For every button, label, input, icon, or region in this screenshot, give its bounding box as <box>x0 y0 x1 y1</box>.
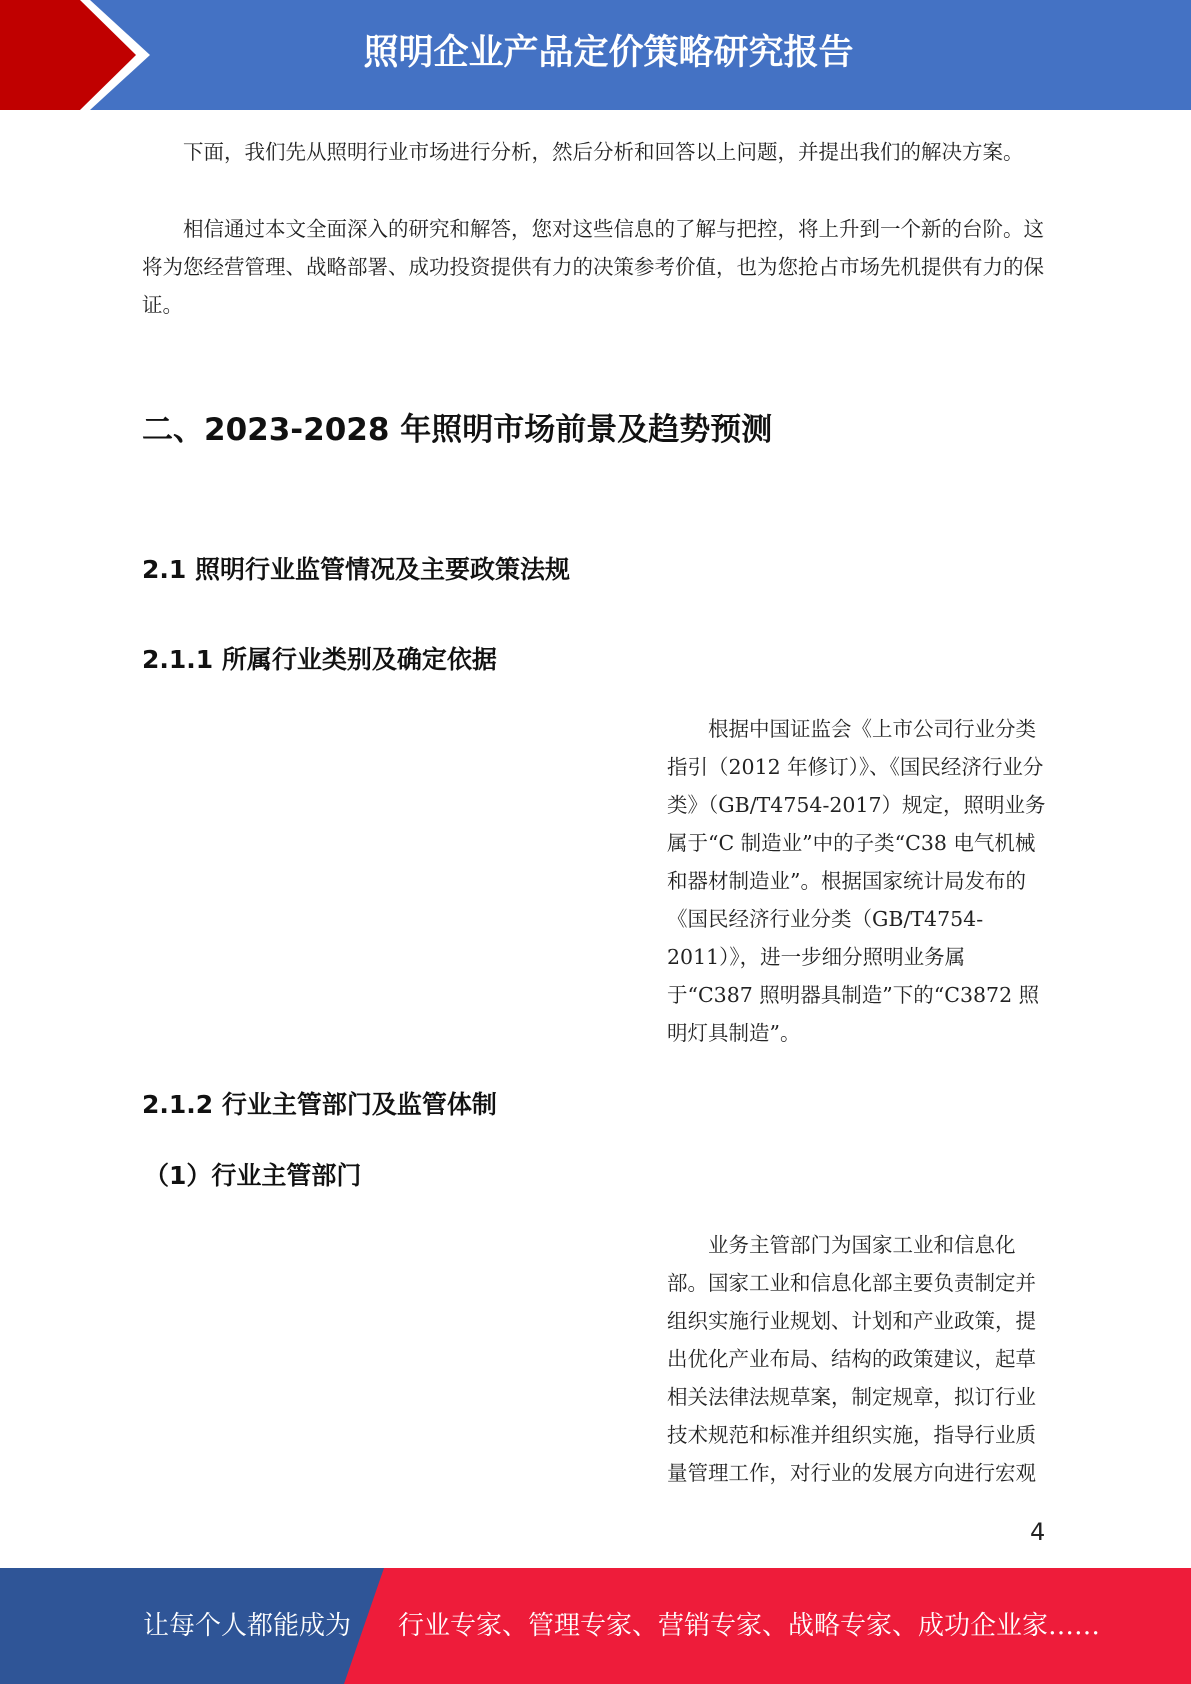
subsection-heading-authority: （1）行业主管部门 <box>144 1161 362 1190</box>
authority-paragraph: 业务主管部门为国家工业和信息化部。国家工业和信息化部主要负责制定并组织实施行业规划、计划和产业政策，提出优化产业布局、结构的政策建议，起草相关法律法规草案，制定规章，拟订行业技术规范和标准并组织实施，指导行业质量管理工作，对行业的发展方向进行宏观 <box>667 1233 1036 1485</box>
subsection-heading-2-1: 2.1 照明行业监管情况及主要政策法规 <box>142 555 570 584</box>
intro-paragraph-2: 相信通过本文全面深入的研究和解答，您对这些信息的了解与把控，将上升到一个新的台阶。这将为您经营管理、战略部署、成功投资提供有力的决策参考价值，也为您抢占市场先机提供有力的保证。 <box>142 217 1044 317</box>
footer-slogan-left: 让每个人都能成为 <box>143 1611 352 1641</box>
subsection-heading-2-1-1: 2.1.1 所属行业类别及确定依据 <box>142 645 497 674</box>
subsection-heading-2-1-2: 2.1.2 行业主管部门及监管体制 <box>142 1090 497 1119</box>
report-title: 照明企业产品定价策略研究报告 <box>363 33 854 73</box>
section-heading: 二、2023-2028 年照明市场前景及趋势预测 <box>142 412 773 448</box>
intro-paragraph-1: 下面，我们先从照明行业市场进行分析，然后分析和回答以上问题，并提出我们的解决方案。 <box>183 140 1024 164</box>
page-number: 4 <box>1030 1518 1046 1546</box>
page-footer <box>0 1568 1191 1684</box>
footer-slogan-right: 行业专家、管理专家、营销专家、战略专家、成功企业家…… <box>398 1611 1101 1641</box>
page-header <box>0 0 1191 110</box>
industry-classification-paragraph: 根据中国证监会《上市公司行业分类指引（2012 年修订）》、《国民经济行业分类》（GB/T4754-2017）规定，照明业务属于“C 制造业”中的子类“C38 电气机械和器材制造业”。根据国家统计局发布的《国民经济行业分类（GB/T4754-2011）》，进一步细分照明业务属于“C387 照明器具制造”下的“C3872 照明灯具制造”。 <box>667 717 1046 1045</box>
